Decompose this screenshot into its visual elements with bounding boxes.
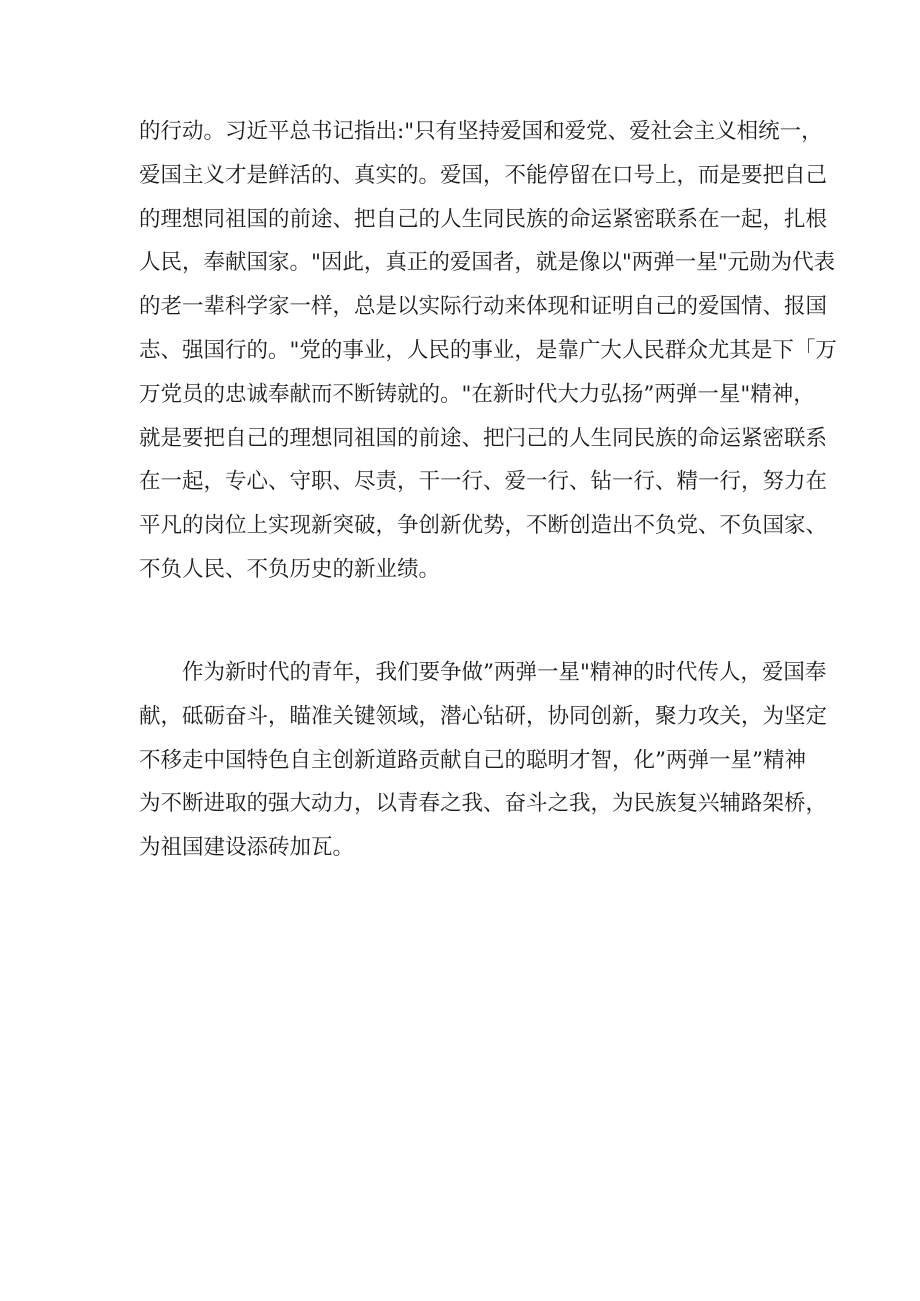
paragraph-line: 平凡的岗位上实现新突破，争创新优势，不断创造出不负党、不负国家、 <box>139 513 828 539</box>
paragraph-line: 在一起，专心、守职、尽责，干一行、爱一行、钻一行、精一行，努力在 <box>139 469 828 495</box>
paragraph-line: 为祖国建设添砖加瓦。 <box>139 835 355 861</box>
paragraph-2 <box>139 651 828 870</box>
paragraph-line: 的理想同祖国的前途、把自己的人生同民族的命运紧密联系在一起，扎根 <box>139 206 828 232</box>
paragraph-1 <box>139 110 837 592</box>
paragraph-line: 人民，奉献国家。"因此，真正的爱国者，就是像以"两弹一星"元勋为代表 <box>139 250 836 276</box>
paragraph-line: 不移走中国特色自主创新道路贡献自己的聪明才智，化”两弹一星”精神 <box>139 747 806 773</box>
paragraph-line: 献，砥砺奋斗，瞄准关键领域，潜心钻研，协同创新，聚力攻关，为坚定 <box>139 703 828 729</box>
paragraph-line: 志、强国行的。"党的事业，人民的事业，是靠广大人民群众尤其是下「万 <box>139 337 837 363</box>
paragraph-line: 为不断进取的强大动力，以青春之我、奋斗之我，为民族复兴辅路架桥， <box>139 791 828 817</box>
paragraph-line: 的老一辈科学家一样，总是以实际行动来体现和证明自己的爱国情、报国 <box>139 294 828 320</box>
paragraph-line: 作为新时代的青年，我们要争做”两弹一星"精神的时代传人，爱国奉 <box>182 660 827 685</box>
paragraph-line: 不负人民、不负历史的新业绩。 <box>139 556 441 582</box>
paragraph-line: 的行动。习近平总书记指出:"只有坚持爱国和爱党、爱社会主义相统一， <box>139 119 823 144</box>
paragraph-line: 万党员的忠诚奉献而不断铸就的。"在新时代大力弘扬”两弹一星"精神， <box>139 381 815 407</box>
paragraph-line: 爱国主义才是鲜活的、真实的。爱国，不能停留在口号上，而是要把自己 <box>139 162 828 188</box>
paragraph-line: 就是要把自己的理想同祖国的前途、把闩己的人生同民族的命运紧密联系 <box>139 425 828 451</box>
